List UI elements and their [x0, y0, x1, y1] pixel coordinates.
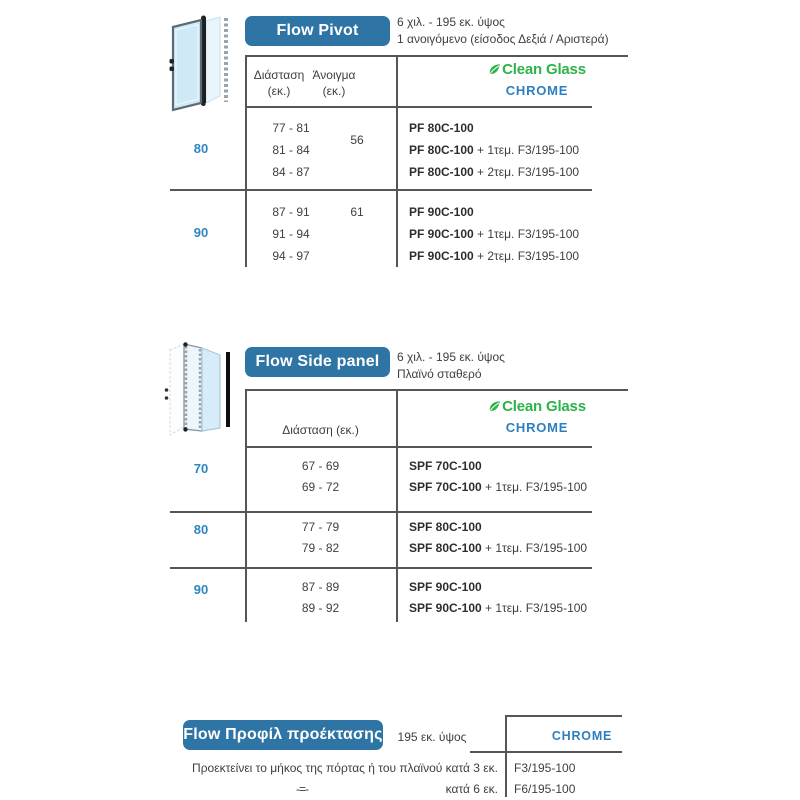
- dim-value: 84 - 87: [272, 165, 310, 179]
- dim-value: 87 - 89: [301, 580, 340, 594]
- side-col-dimension: Διάσταση (εκ.): [282, 423, 359, 437]
- product-code: PF 80C-100: [409, 165, 474, 179]
- side-size-label-90: 90: [193, 582, 209, 597]
- pivot-table-column-divider: [396, 55, 398, 267]
- side-spec-height: 6 χιλ. - 195 εκ. ύψος: [397, 350, 505, 364]
- pivot-door-diagram: [160, 8, 238, 112]
- profile-section-title: [183, 720, 383, 750]
- pivot-opening-80: 56: [350, 133, 364, 147]
- product-row: [409, 577, 587, 598]
- pivot-spec-height: 6 χιλ. - 195 εκ. ύψος: [397, 15, 505, 29]
- dim-value: 94 - 97: [272, 249, 310, 263]
- product-row: [409, 139, 579, 161]
- profile-row-code: F3/195-100: [514, 761, 576, 775]
- product-code: SPF 90C-100: [409, 580, 482, 594]
- clean-glass-leaf-icon: [488, 63, 501, 76]
- side-specs: [397, 349, 505, 382]
- side-spec-fixed: Πλαϊνό σταθερό: [397, 366, 482, 381]
- pivot-dims-80: [248, 117, 334, 183]
- profile-spec-height: 195 εκ. ύψος: [397, 730, 467, 744]
- pivot-table-group-divider: [170, 189, 592, 191]
- pivot-col-opening-label: Άνοιγμα: [312, 68, 356, 82]
- pivot-col-dimension: [246, 67, 312, 99]
- profile-table-vertical-border: [505, 715, 507, 797]
- pivot-brand-label: Clean Glass: [502, 61, 586, 78]
- profile-table-top-border: [505, 715, 622, 717]
- pivot-title-label: Flow Pivot: [276, 22, 359, 39]
- side-table-column-divider: [396, 389, 398, 622]
- product-code: PF 90C-100: [409, 205, 474, 219]
- product-row: [409, 456, 587, 477]
- product-suffix: + 2τεμ. F3/195-100: [473, 249, 580, 263]
- profile-row-desc: κατά 6 εκ.: [445, 782, 498, 796]
- pivot-col-opening: [305, 67, 363, 99]
- pivot-col-dimension-unit: (εκ.): [267, 84, 291, 98]
- side-dims-80: [248, 517, 393, 559]
- pivot-col-opening-unit: (εκ.): [322, 84, 346, 98]
- product-row: [409, 598, 587, 619]
- dim-value: 79 - 82: [301, 541, 340, 555]
- side-size-label-80: 80: [193, 522, 209, 537]
- pivot-dims-90: [248, 201, 334, 267]
- product-row: [409, 161, 579, 183]
- product-row: [409, 517, 587, 538]
- pivot-finish-label: CHROME: [505, 83, 569, 98]
- product-suffix: + 1τεμ. F3/195-100: [481, 480, 588, 494]
- product-row: [409, 477, 587, 498]
- side-products-80: [409, 517, 587, 559]
- profile-finish-label: CHROME: [551, 729, 613, 743]
- product-row: [409, 538, 587, 559]
- profile-ditto-mark: -=-: [296, 782, 308, 796]
- dim-value: 77 - 81: [272, 121, 310, 135]
- product-row: [409, 201, 579, 223]
- side-table-top-border: [245, 389, 628, 391]
- pivot-col-dimension-label: Διάσταση: [253, 68, 305, 82]
- side-title-label: Flow Side panel: [255, 353, 380, 370]
- pivot-opening-90: 61: [350, 205, 364, 219]
- pivot-spec-opening: 1 ανοιγόμενο (είσοδος Δεξιά / Αριστερά): [397, 31, 609, 46]
- profile-table-header-divider: [470, 751, 622, 753]
- side-size-label-70: 70: [193, 461, 209, 476]
- dim-value: 77 - 79: [301, 520, 340, 534]
- dim-value: 87 - 91: [272, 205, 310, 219]
- product-suffix: + 1τεμ. F3/195-100: [481, 541, 588, 555]
- product-code: PF 90C-100: [409, 249, 474, 263]
- product-code: SPF 90C-100: [409, 601, 482, 615]
- product-suffix: + 1τεμ. F3/195-100: [473, 227, 580, 241]
- product-suffix: + 2τεμ. F3/195-100: [473, 165, 580, 179]
- product-row: [409, 117, 579, 139]
- product-suffix: + 1τεμ. F3/195-100: [481, 601, 588, 615]
- pivot-specs: [397, 14, 609, 47]
- pivot-products-80: [409, 117, 579, 183]
- side-products-70: [409, 456, 587, 498]
- pivot-table-header-divider: [245, 106, 592, 108]
- pivot-brand-cleanglass: [430, 61, 644, 78]
- side-section-title: [245, 347, 390, 377]
- side-table-group-divider-1: [170, 511, 592, 513]
- side-panel-diagram: [160, 334, 238, 440]
- product-code: SPF 70C-100: [409, 480, 482, 494]
- side-table-header-divider: [245, 446, 592, 448]
- dim-value: 67 - 69: [301, 459, 340, 473]
- product-code: PF 90C-100: [409, 227, 474, 241]
- dim-value: 69 - 72: [301, 480, 340, 494]
- clean-glass-leaf-icon: [488, 400, 501, 413]
- profile-row-desc: Προεκτείνει το μήκος της πόρτας ή του πλαϊνού κατά 3 εκ.: [192, 761, 498, 775]
- product-code: SPF 80C-100: [409, 541, 482, 555]
- product-suffix: + 1τεμ. F3/195-100: [473, 143, 580, 157]
- pivot-products-90: [409, 201, 579, 267]
- side-dims-70: [248, 456, 393, 498]
- product-row: [409, 245, 579, 267]
- dim-value: 81 - 84: [272, 143, 310, 157]
- product-code: PF 80C-100: [409, 143, 474, 157]
- side-products-90: [409, 577, 587, 619]
- profile-row-code: F6/195-100: [514, 782, 576, 796]
- product-row: [409, 223, 579, 245]
- dim-value: 91 - 94: [272, 227, 310, 241]
- side-table-group-divider-2: [170, 567, 592, 569]
- pivot-size-label-90: 90: [193, 225, 209, 240]
- product-code: PF 80C-100: [409, 121, 474, 135]
- dim-value: 89 - 92: [301, 601, 340, 615]
- side-brand-label: Clean Glass: [502, 398, 586, 415]
- product-code: SPF 70C-100: [409, 459, 482, 473]
- pivot-section-title: [245, 16, 390, 46]
- product-code: SPF 80C-100: [409, 520, 482, 534]
- pivot-table-top-border: [245, 55, 628, 57]
- profile-title-label: Flow Προφίλ προέκτασης: [183, 726, 383, 743]
- pivot-size-label-80: 80: [193, 141, 209, 156]
- side-finish-label: CHROME: [505, 420, 569, 435]
- side-dims-90: [248, 577, 393, 619]
- side-brand-cleanglass: [430, 398, 644, 415]
